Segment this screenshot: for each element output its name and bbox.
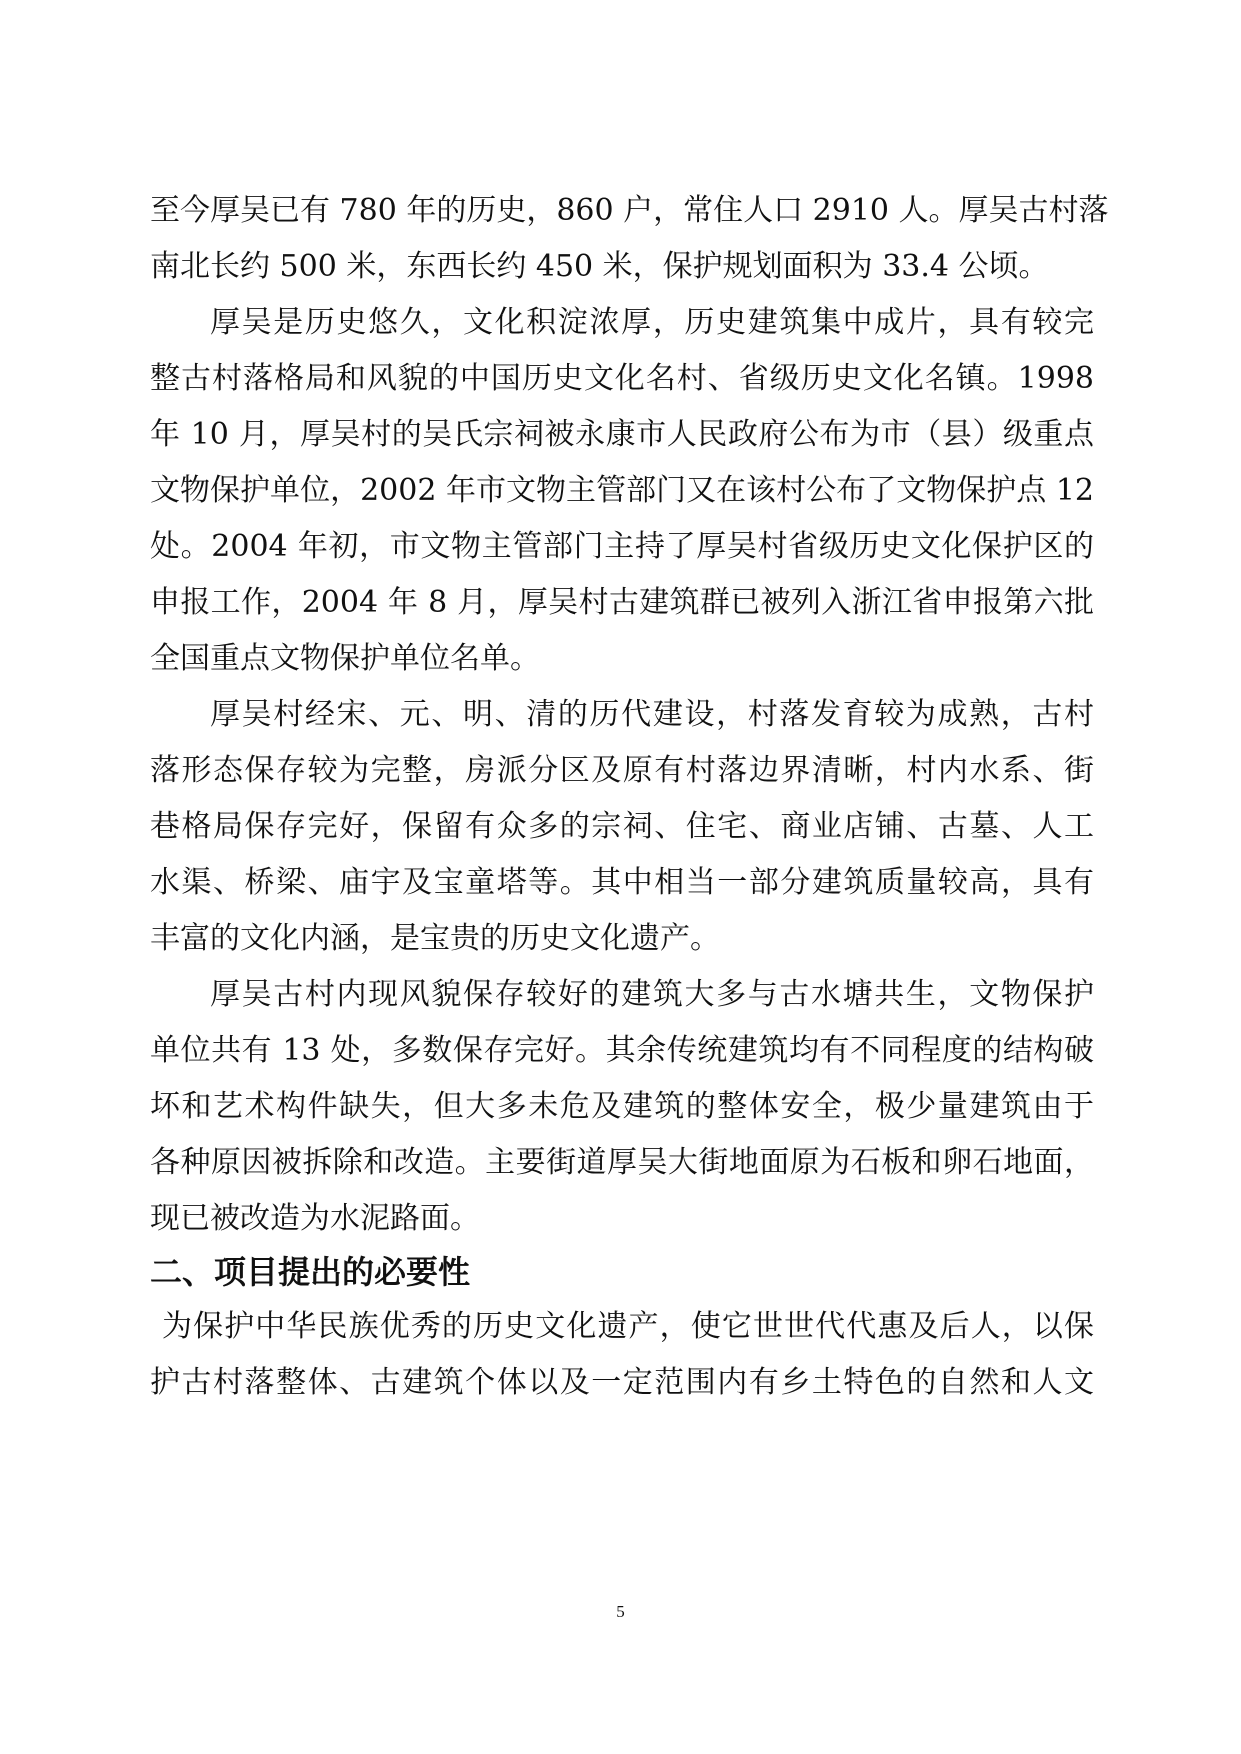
paragraph-line: 厚吴是历史悠久，文化积淀浓厚，历史建筑集中成片，具有较完 — [210, 305, 1094, 340]
paragraph-line: 处。2004 年初，市文物主管部门主持了厚吴村省级历史文化保护区的 — [150, 529, 1094, 564]
paragraph-line: 单位共有 13 处，多数保存完好。其余传统建筑均有不同程度的结构破 — [150, 1033, 1094, 1068]
paragraph-line: 至今厚吴已有 780 年的历史，860 户，常住人口 2910 人。厚吴古村落 — [150, 193, 1109, 228]
paragraph-line: 年 10 月，厚吴村的吴氏宗祠被永康市人民政府公布为市（县）级重点 — [150, 417, 1094, 452]
paragraph-line: 为保护中华民族优秀的历史文化遗产，使它世世代代惠及后人，以保 — [162, 1309, 1094, 1344]
page-number: 5 — [616, 1602, 625, 1621]
paragraph-line: 整古村落格局和风貌的中国历史文化名村、省级历史文化名镇。1998 — [150, 361, 1094, 396]
paragraph-line: 现已被改造为水泥路面。 — [150, 1201, 480, 1236]
paragraph-line: 厚吴村经宋、元、明、清的历代建设，村落发育较为成熟，古村 — [210, 697, 1094, 732]
paragraph-line: 落形态保存较为完整，房派分区及原有村落边界清晰，村内水系、街 — [150, 753, 1094, 788]
paragraph-line: 各种原因被拆除和改造。主要街道厚吴大街地面原为石板和卵石地面， — [150, 1145, 1094, 1180]
paragraph-line: 全国重点文物保护单位名单。 — [150, 641, 540, 676]
paragraph-line: 南北长约 500 米，东西长约 450 米，保护规划面积为 33.4 公顷。 — [150, 249, 1049, 284]
paragraph-line: 文物保护单位，2002 年市文物主管部门又在该村公布了文物保护点 12 — [150, 473, 1094, 508]
paragraph-line: 丰富的文化内涵，是宝贵的历史文化遗产。 — [150, 921, 720, 956]
paragraph-line: 水渠、桥梁、庙宇及宝童塔等。其中相当一部分建筑质量较高，具有 — [150, 865, 1094, 900]
paragraph-line: 巷格局保存完好，保留有众多的宗祠、住宅、商业店铺、古墓、人工 — [150, 809, 1094, 844]
paragraph-line: 坏和艺术构件缺失，但大多未危及建筑的整体安全，极少量建筑由于 — [150, 1089, 1094, 1124]
section-heading: 二、项目提出的必要性 — [150, 1253, 471, 1291]
paragraph-line: 护古村落整体、古建筑个体以及一定范围内有乡土特色的自然和人文 — [150, 1365, 1094, 1400]
paragraph-line: 申报工作，2004 年 8 月，厚吴村古建筑群已被列入浙江省申报第六批 — [150, 585, 1094, 620]
paragraph-line: 厚吴古村内现风貌保存较好的建筑大多与古水塘共生，文物保护 — [210, 977, 1094, 1012]
